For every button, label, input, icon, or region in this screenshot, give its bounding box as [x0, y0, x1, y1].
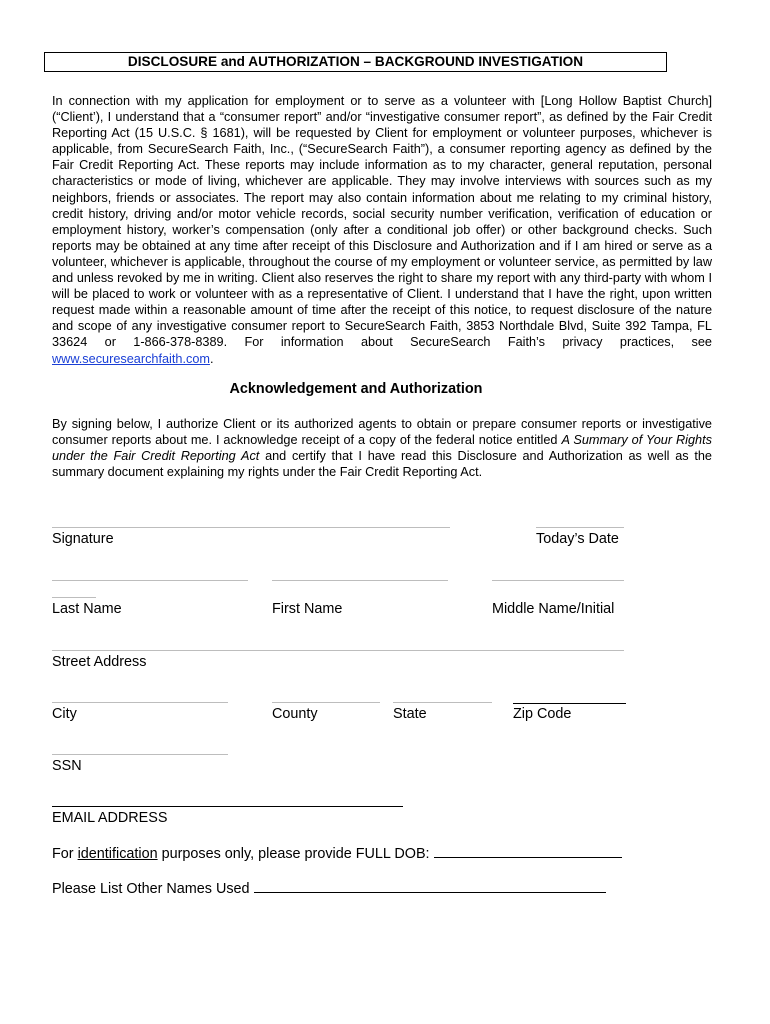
dob-prefix: For [52, 846, 74, 862]
email-line[interactable] [52, 806, 403, 807]
zip-code-line[interactable] [513, 703, 626, 704]
middle-name-label: Middle Name/Initial [492, 601, 615, 617]
ack-text-2: and certify that I have read this Disclosure and Authorization as well as the summary document explaining my rights under the Fair Credit Reporting Act. [52, 449, 712, 480]
signature-label: Signature [52, 531, 114, 547]
ack-text-italic: A Summary of Your Rights under the Fair Credit Reporting Act [52, 433, 712, 464]
dob-row [52, 845, 622, 862]
disclosure-text: In connection with my application for employment or to serve as a volunteer with [Long Hollow Baptist Church] (“Client’), I understand that a “consumer report” and/or “investigative consumer report”, as defined by the Fair Credit Reporting Act (15 U.S.C. § 1681), will be requested by Client for employment or volunteer purposes, whichever is applicable, from SecureSearch Faith, Inc., (“SecureSearch Faith”), a consumer reporting agency as defined by the Fair Credit Reporting Act. These reports may include information as to my character, general reputation, personal characteristics or mode of living, whichever are applicable. They may involve interviews with sources such as my neighbors, friends or associates. The report may also contain information about me relating to my criminal history, credit history, driving and/or motor vehicle records, social security number verification, verification of education or employment history, worker’s compensation (only after a conditional job offer) or other background checks. Such reports may be obtained at any time after receipt of this Disclosure and Authorization and if I am hired or serve as a volunteer, whichever is applicable, throughout the course of my employment or volunteer service, as permitted by law and unless revoked by me in writing. Client also reserves the right to share my report with any third-party with whom I will be placed to work or volunteer with as a representative of Client. I understand that I have the right, upon written request made within a reasonable amount of time after the receipt of this notice, to request disclosure of the nature and scope of any investigative consumer report to SecureSearch Faith, 3853 Northdale Blvd, Suite 392 Tampa, FL 33624 or 1-866-378-8389. For information about SecureSearch Faith’s privacy practices, see [52, 94, 712, 350]
ack-heading-text: Acknowledgement and Authorization [229, 381, 483, 397]
county-label: County [272, 706, 318, 722]
street-address-line[interactable] [52, 650, 624, 651]
todays-date-label: Today’s Date [536, 531, 619, 547]
city-line[interactable] [52, 702, 228, 703]
first-name-label: First Name [272, 601, 343, 617]
ack-text-1: By signing below, I authorize Client or its authorized agents to obtain or prepare consumer reports or investigative consumer reports about me. I acknowledge receipt of a copy of the federal notice entitled [52, 417, 712, 448]
dob-field[interactable] [434, 845, 622, 858]
dob-suffix: purposes only, please provide FULL DOB: [161, 846, 430, 862]
ack-heading [0, 381, 712, 397]
disclosure-paragraph [52, 93, 712, 367]
ssn-label: SSN [52, 758, 82, 774]
county-line[interactable] [272, 702, 380, 703]
signature-line[interactable] [52, 527, 450, 528]
email-label: EMAIL ADDRESS [52, 810, 168, 826]
street-address-label: Street Address [52, 654, 147, 670]
ack-paragraph [52, 416, 712, 480]
document-title: DISCLOSURE and AUTHORIZATION – BACKGROUND INVESTIGATION [44, 52, 667, 72]
privacy-link[interactable]: www.securesearchfaith.com [52, 351, 210, 366]
last-name-line[interactable] [52, 580, 248, 581]
city-label: City [52, 706, 77, 722]
state-label: State [393, 706, 427, 722]
state-line[interactable] [393, 702, 492, 703]
todays-date-line[interactable] [536, 527, 624, 528]
middle-name-line[interactable] [492, 580, 624, 581]
ssn-line[interactable] [52, 754, 228, 755]
privacy-link-suffix: . [209, 351, 214, 366]
other-names-field[interactable] [254, 880, 606, 893]
first-name-line[interactable] [272, 580, 448, 581]
dob-underlined: identification [77, 846, 158, 862]
zip-code-label: Zip Code [513, 706, 572, 722]
last-name-line-extra [52, 597, 96, 598]
other-names-row [52, 880, 606, 897]
last-name-label: Last Name [52, 601, 122, 617]
other-names-label: Please List Other Names Used [52, 881, 250, 897]
